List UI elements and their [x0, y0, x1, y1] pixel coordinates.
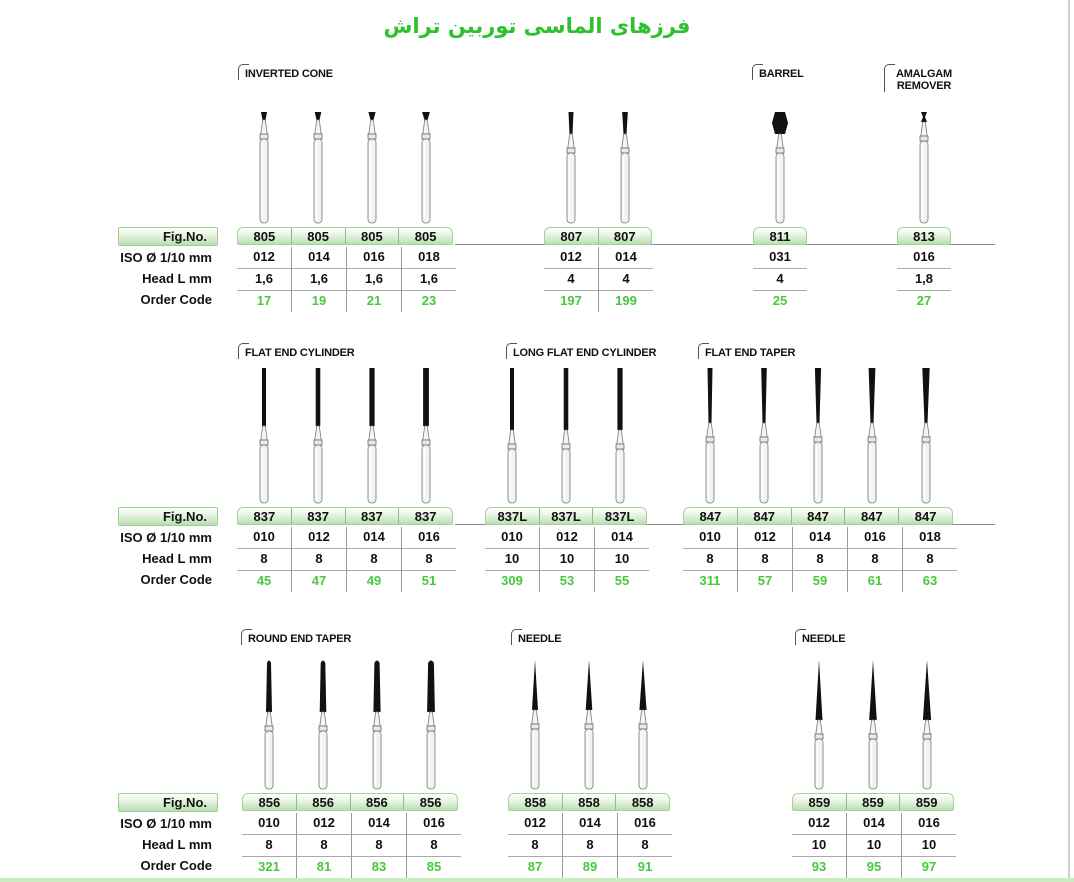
order-code: 61	[867, 573, 883, 588]
order-code: 45	[256, 573, 272, 588]
bur-image	[917, 660, 937, 790]
head-length-value: 8	[903, 549, 957, 571]
iso-value: 016	[618, 813, 672, 835]
group-title: BARREL	[752, 68, 804, 80]
iso-value: 012	[508, 813, 562, 835]
head-length-value: 8	[848, 549, 902, 571]
bur-drawing-inverted-cone	[308, 112, 328, 224]
bur-image	[610, 368, 630, 504]
iso-value: 016	[347, 247, 401, 269]
head-length-value: 1,6	[347, 269, 401, 291]
head-length-value: 1,6	[237, 269, 291, 291]
spec-column	[901, 813, 956, 878]
order-code: 23	[421, 293, 437, 308]
group-title: NEEDLE	[511, 633, 561, 645]
iso-value: 012	[792, 813, 846, 835]
spec-column	[242, 813, 296, 878]
order-code: 19	[311, 293, 327, 308]
bur-drawing-cylinder	[254, 368, 274, 504]
fig-number: 837L	[497, 509, 528, 524]
head-row-label: Head L mm	[142, 271, 212, 286]
spec-column	[346, 247, 401, 312]
head-length-value: 4	[753, 269, 807, 291]
fig-number: 805	[253, 229, 276, 244]
head-length-value: 10	[595, 549, 649, 571]
fig-number: 847	[699, 509, 722, 524]
iso-value: 031	[753, 247, 807, 269]
bur-image	[525, 660, 545, 790]
fig-number: 856	[403, 794, 457, 810]
order-code: 81	[316, 859, 332, 874]
bur-drawing-round-taper	[367, 660, 387, 790]
bur-drawing-barrel	[770, 112, 790, 224]
bur-image	[416, 368, 436, 504]
iso-value: 010	[237, 527, 291, 549]
head-length-value: 10	[902, 835, 956, 857]
fig-number-tab	[508, 793, 670, 811]
iso-row-label: ISO Ø 1/10 mm	[120, 250, 212, 265]
fig-number: 859	[899, 794, 953, 810]
bur-image	[561, 112, 581, 224]
order-code: 85	[426, 859, 442, 874]
head-length-value: 10	[540, 549, 594, 571]
spec-column	[485, 527, 539, 592]
iso-value: 012	[540, 527, 594, 549]
fig-number: 858	[524, 795, 547, 810]
bur-image	[863, 660, 883, 790]
group-title: ROUND END TAPER	[241, 633, 351, 645]
head-length-value: 1,6	[292, 269, 346, 291]
iso-value: 014	[347, 527, 401, 549]
bur-drawing-needle	[525, 660, 545, 790]
order-code: 25	[772, 293, 788, 308]
bur-image	[862, 368, 882, 504]
bur-drawing-taper-short	[561, 112, 581, 224]
head-length-value: 8	[297, 835, 351, 857]
bur-image	[754, 368, 774, 504]
iso-value: 014	[793, 527, 847, 549]
bur-drawing-inverted-cone	[416, 112, 436, 224]
bur-image	[362, 112, 382, 224]
head-length-value: 8	[683, 549, 737, 571]
fig-no-label: Fig.No.	[118, 507, 218, 526]
group-title: FLAT END TAPER	[698, 347, 795, 359]
order-code: 55	[614, 573, 630, 588]
order-code: 95	[866, 859, 882, 874]
fig-number-tab	[897, 227, 951, 245]
fig-number: 856	[350, 794, 404, 810]
head-length-value: 10	[792, 835, 846, 857]
bur-drawing-flat-taper	[916, 368, 936, 504]
page-bottom-rule	[0, 878, 1074, 882]
order-code: 63	[922, 573, 938, 588]
iso-value: 018	[903, 527, 957, 549]
fig-number: 859	[846, 794, 900, 810]
fig-number: 847	[791, 508, 845, 524]
bur-drawing-needle-long	[809, 660, 829, 790]
group-title: NEEDLE	[795, 633, 845, 645]
bur-image	[633, 660, 653, 790]
bur-image	[502, 368, 522, 504]
iso-value: 018	[402, 247, 456, 269]
fig-number: 847	[844, 508, 898, 524]
order-row-label: Order Code	[140, 292, 212, 307]
order-code: 57	[757, 573, 773, 588]
fig-number: 847	[898, 508, 952, 524]
fig-number: 858	[615, 794, 669, 810]
order-code: 49	[366, 573, 382, 588]
fig-number: 859	[808, 795, 831, 810]
iso-row-label: ISO Ø 1/10 mm	[120, 816, 212, 831]
order-code: 199	[615, 293, 637, 308]
head-length-value: 8	[347, 549, 401, 571]
bur-image	[254, 112, 274, 224]
spec-column	[562, 813, 617, 878]
head-length-value: 4	[599, 269, 653, 291]
bur-image	[308, 368, 328, 504]
bur-image	[916, 368, 936, 504]
bur-drawing-cylinder	[416, 368, 436, 504]
order-code: 51	[421, 573, 437, 588]
bur-drawing-inverted-cone	[362, 112, 382, 224]
iso-value: 012	[738, 527, 792, 549]
head-length-value: 10	[485, 549, 539, 571]
fig-number: 858	[562, 794, 616, 810]
spec-values	[237, 527, 456, 592]
iso-value: 014	[352, 813, 406, 835]
head-length-value: 10	[847, 835, 901, 857]
order-code: 21	[366, 293, 382, 308]
bur-drawing-round-taper	[421, 660, 441, 790]
spec-column	[617, 813, 672, 878]
head-length-value: 8	[242, 835, 296, 857]
fig-number-tab	[683, 507, 953, 525]
spec-column	[237, 527, 291, 592]
fig-number: 837L	[592, 508, 646, 524]
fig-number-tab	[237, 507, 453, 525]
iso-value: 014	[292, 247, 346, 269]
spec-column	[792, 813, 846, 878]
bur-image	[254, 368, 274, 504]
bur-drawing-amalgam	[914, 112, 934, 224]
head-length-value: 8	[352, 835, 406, 857]
iso-value: 010	[485, 527, 539, 549]
bur-image	[367, 660, 387, 790]
spec-column	[296, 813, 351, 878]
order-code: 53	[559, 573, 575, 588]
bur-image	[416, 112, 436, 224]
bur-image	[809, 660, 829, 790]
spec-values	[242, 813, 461, 878]
fig-number: 837L	[539, 508, 593, 524]
spec-column	[237, 247, 291, 312]
order-code: 197	[560, 293, 582, 308]
bur-drawing-cylinder	[308, 368, 328, 504]
bur-image	[770, 112, 790, 224]
spec-column	[401, 527, 456, 592]
spec-column	[847, 527, 902, 592]
bur-drawing-round-taper	[313, 660, 333, 790]
head-length-value: 8	[563, 835, 617, 857]
order-code: 93	[811, 859, 827, 874]
fig-number-tab	[544, 227, 652, 245]
iso-value: 016	[402, 527, 456, 549]
spec-column	[737, 527, 792, 592]
bur-drawing-long-cylinder	[610, 368, 630, 504]
bur-image	[259, 660, 279, 790]
fig-number-tab	[485, 507, 647, 525]
bur-image	[421, 660, 441, 790]
head-length-value: 1,6	[402, 269, 456, 291]
order-code: 321	[258, 859, 280, 874]
spec-column	[406, 813, 461, 878]
order-code: 59	[812, 573, 828, 588]
spec-column	[683, 527, 737, 592]
group-title: FLAT END CYLINDER	[238, 347, 354, 359]
spec-values	[683, 527, 957, 592]
spec-values	[508, 813, 672, 878]
spec-column	[598, 247, 653, 312]
fig-number: 856	[258, 795, 281, 810]
bur-drawing-flat-taper	[862, 368, 882, 504]
bur-drawing-flat-taper	[808, 368, 828, 504]
iso-value: 012	[297, 813, 351, 835]
spec-column	[544, 247, 598, 312]
order-row-label: Order Code	[140, 572, 212, 587]
bur-drawing-long-cylinder	[502, 368, 522, 504]
bur-image	[556, 368, 576, 504]
iso-value: 016	[902, 813, 956, 835]
fig-number: 811	[769, 229, 791, 244]
fig-number-tab	[242, 793, 458, 811]
order-code: 97	[921, 859, 937, 874]
spec-values	[792, 813, 956, 878]
fig-number: 807	[560, 229, 583, 244]
group-title: INVERTED CONE	[238, 68, 333, 80]
spec-column	[291, 247, 346, 312]
spec-values	[237, 247, 456, 312]
bur-image	[579, 660, 599, 790]
order-code: 311	[699, 573, 721, 588]
iso-value: 014	[847, 813, 901, 835]
fig-no-label: Fig.No.	[118, 793, 218, 812]
spec-column	[508, 813, 562, 878]
spec-column	[753, 247, 807, 312]
iso-value: 014	[599, 247, 653, 269]
iso-value: 012	[292, 527, 346, 549]
bur-image	[615, 112, 635, 224]
bur-drawing-needle	[579, 660, 599, 790]
bur-drawing-flat-taper	[700, 368, 720, 504]
fig-number: 837	[253, 509, 276, 524]
spec-column	[594, 527, 649, 592]
bur-image	[313, 660, 333, 790]
order-code: 91	[637, 859, 653, 874]
fig-number: 856	[296, 794, 350, 810]
page-title: فرزهای الماسی توربین تراش	[383, 14, 691, 38]
order-code: 87	[527, 859, 543, 874]
fig-number-tab	[753, 227, 807, 245]
head-length-value: 8	[407, 835, 461, 857]
iso-value: 016	[848, 527, 902, 549]
spec-column	[846, 813, 901, 878]
iso-value: 010	[683, 527, 737, 549]
bur-drawing-needle	[633, 660, 653, 790]
order-code: 47	[311, 573, 327, 588]
bur-drawing-long-cylinder	[556, 368, 576, 504]
bur-drawing-inverted-cone	[254, 112, 274, 224]
bur-drawing-flat-taper	[754, 368, 774, 504]
head-length-value: 8	[793, 549, 847, 571]
spec-column	[346, 527, 401, 592]
fig-number: 813	[913, 229, 935, 244]
spec-column	[902, 527, 957, 592]
fig-number: 805	[398, 228, 452, 244]
bur-image	[362, 368, 382, 504]
head-length-value: 8	[738, 549, 792, 571]
iso-value: 010	[242, 813, 296, 835]
iso-row-label: ISO Ø 1/10 mm	[120, 530, 212, 545]
fig-number: 837	[398, 508, 452, 524]
head-row-label: Head L mm	[142, 551, 212, 566]
spec-column	[291, 527, 346, 592]
head-length-value: 4	[544, 269, 598, 291]
fig-number: 807	[598, 228, 652, 244]
head-length-value: 8	[402, 549, 456, 571]
spec-values	[897, 247, 951, 312]
bur-image	[700, 368, 720, 504]
page-edge-rule	[1068, 0, 1070, 882]
order-code: 89	[582, 859, 598, 874]
head-length-value: 8	[618, 835, 672, 857]
bur-image	[808, 368, 828, 504]
group-title: AMALGAM REMOVER	[884, 68, 957, 92]
iso-value: 014	[595, 527, 649, 549]
spec-column	[539, 527, 594, 592]
head-length-value: 1,8	[897, 269, 951, 291]
order-code: 83	[371, 859, 387, 874]
fig-no-label: Fig.No.	[118, 227, 218, 246]
bur-image	[914, 112, 934, 224]
bur-drawing-needle-long	[917, 660, 937, 790]
order-code: 309	[501, 573, 523, 588]
fig-number-tab	[237, 227, 453, 245]
iso-value: 016	[897, 247, 951, 269]
group-title: LONG FLAT END CYLINDER	[506, 347, 656, 359]
bur-drawing-cylinder	[362, 368, 382, 504]
bur-drawing-taper-short	[615, 112, 635, 224]
iso-value: 012	[237, 247, 291, 269]
head-length-value: 8	[292, 549, 346, 571]
spec-values	[753, 247, 807, 312]
fig-number: 847	[737, 508, 791, 524]
fig-number-tab	[792, 793, 954, 811]
fig-number: 837	[291, 508, 345, 524]
order-code: 17	[256, 293, 272, 308]
spec-column	[401, 247, 456, 312]
spec-column	[897, 247, 951, 312]
spec-column	[792, 527, 847, 592]
fig-number: 837	[345, 508, 399, 524]
iso-value: 014	[563, 813, 617, 835]
bur-drawing-needle-long	[863, 660, 883, 790]
head-length-value: 8	[237, 549, 291, 571]
iso-value: 016	[407, 813, 461, 835]
spec-values	[544, 247, 653, 312]
bur-drawing-round-taper	[259, 660, 279, 790]
fig-number: 805	[291, 228, 345, 244]
iso-value: 012	[544, 247, 598, 269]
head-row-label: Head L mm	[142, 837, 212, 852]
order-row-label: Order Code	[140, 858, 212, 873]
spec-values	[485, 527, 649, 592]
fig-number: 805	[345, 228, 399, 244]
head-length-value: 8	[508, 835, 562, 857]
order-code: 27	[916, 293, 932, 308]
spec-column	[351, 813, 406, 878]
bur-image	[308, 112, 328, 224]
